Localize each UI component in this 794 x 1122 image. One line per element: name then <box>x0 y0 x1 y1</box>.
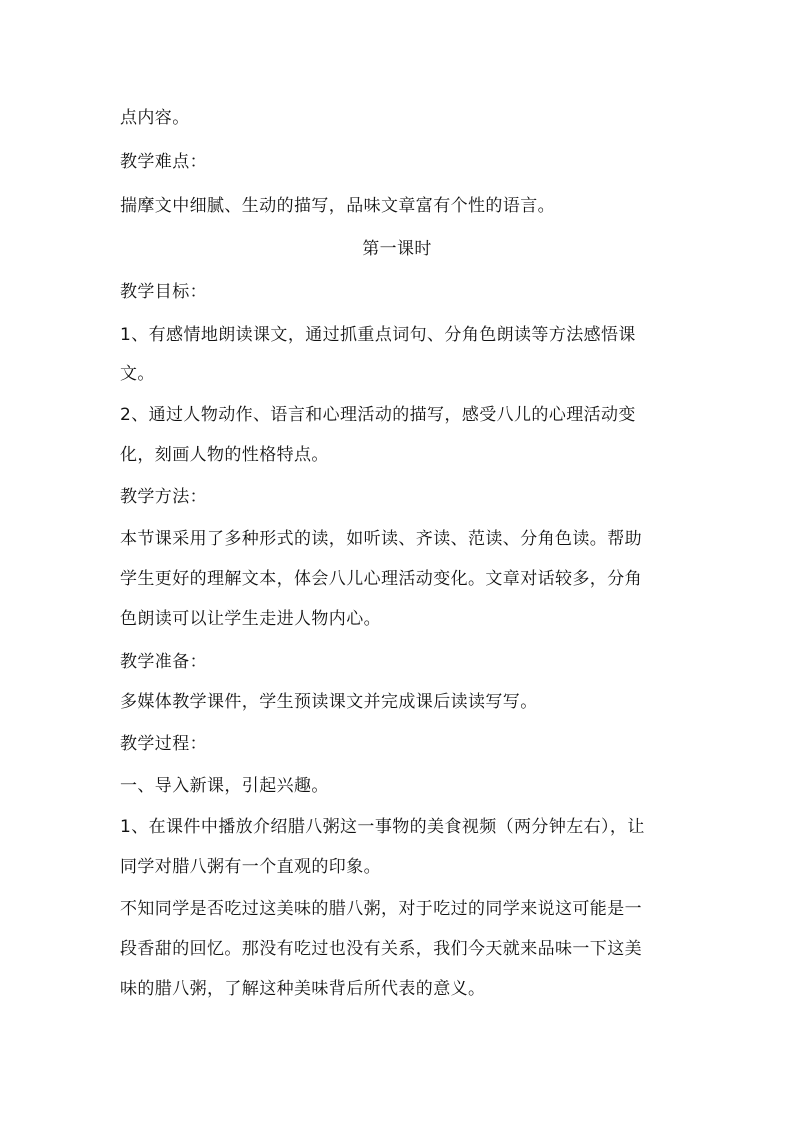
text-line: 多媒体教学课件，学生预读课文并完成课后读读写写。 <box>120 692 538 712</box>
section-heading: 教学准备： <box>120 652 207 672</box>
text-line: 化，刻画人物的性格特点。 <box>120 445 329 465</box>
text-line: 1、有感情地朗读课文，通过抓重点词句、分角色朗读等方法感悟课 <box>120 325 636 345</box>
lesson-title: 第一课时 <box>362 239 432 259</box>
text-line: 不知同学是否吃过这美味的腊八粥，对于吃过的同学来说这可能是一 <box>120 899 642 919</box>
text-line: 文。 <box>120 364 155 384</box>
text-line: 学生更好的理解文本，体会八儿心理活动变化。文章对话较多，分角 <box>120 569 642 589</box>
text-line: 揣摩文中细腻、生动的描写，品味文章富有个性的语言。 <box>120 196 555 216</box>
text-line: 段香甜的回忆。那没有吃过也没有关系，我们今天就来品味一下这美 <box>120 939 642 959</box>
section-heading: 教学目标： <box>120 282 207 302</box>
section-heading: 教学难点： <box>120 152 207 172</box>
text-line: 色朗读可以让学生走进人物内心。 <box>120 609 381 629</box>
text-line: 同学对腊八粥有一个直观的印象。 <box>120 857 381 877</box>
section-heading: 教学方法： <box>120 487 207 507</box>
text-line: 点内容。 <box>120 108 190 128</box>
text-line: 一、导入新课，引起兴趣。 <box>120 776 329 796</box>
text-line: 本节课采用了多种形式的读，如听读、齐读、范读、分角色读。帮助 <box>120 529 642 549</box>
section-heading: 教学过程： <box>120 734 207 754</box>
text-line: 2、通过人物动作、语言和心理活动的描写，感受八儿的心理活动变 <box>120 405 636 425</box>
text-line: 味的腊八粥，了解这种美味背后所代表的意义。 <box>120 979 486 999</box>
text-line: 1、在课件中播放介绍腊八粥这一事物的美食视频（两分钟左右），让 <box>120 817 645 837</box>
